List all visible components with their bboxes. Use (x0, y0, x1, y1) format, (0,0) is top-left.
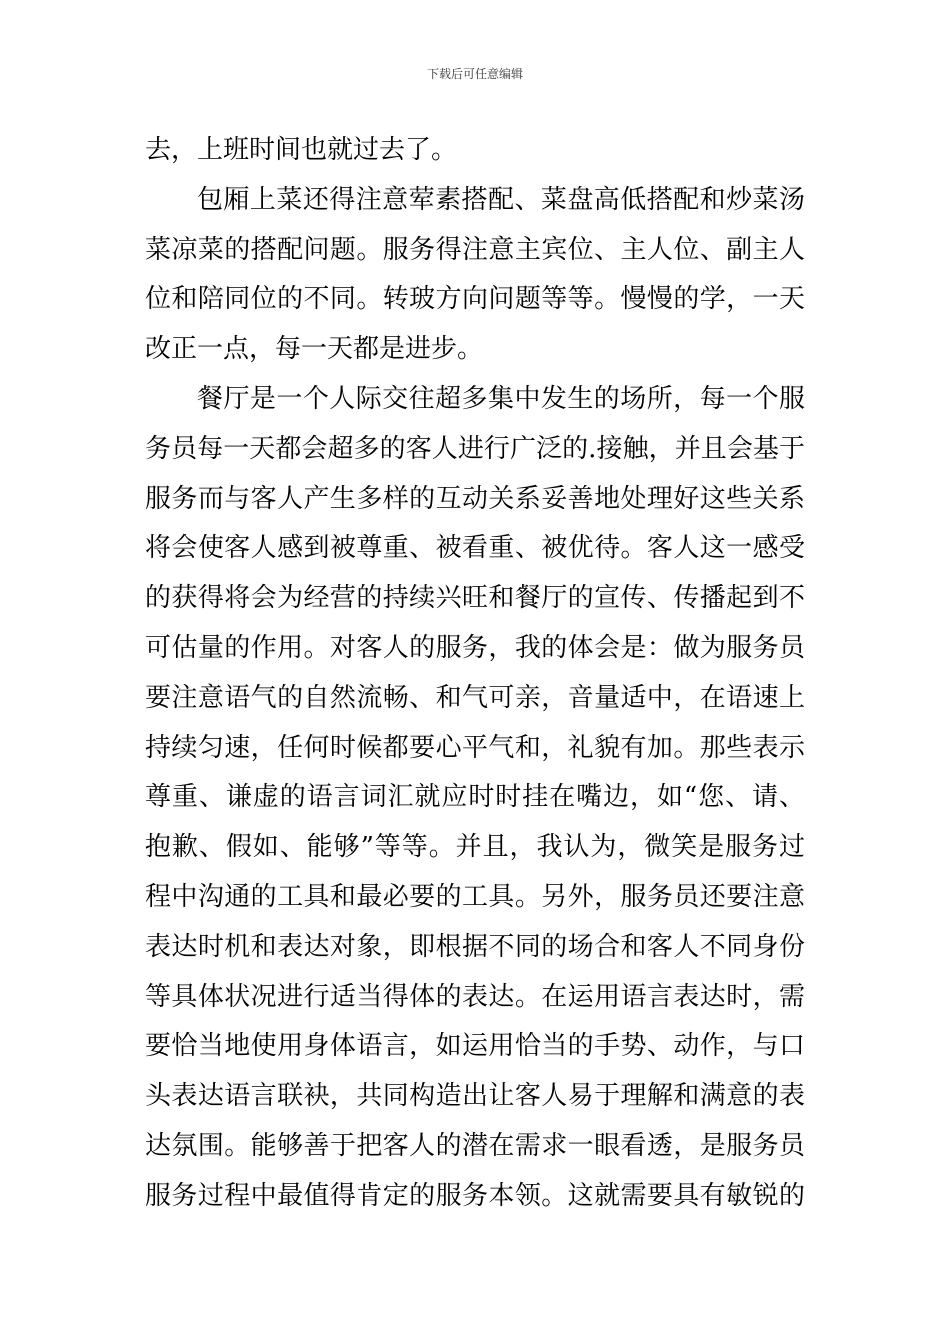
text-line: 的获得将会为经营的持续兴旺和餐厅的宣传、传播起到不 (145, 583, 805, 614)
text-line: 位和陪同位的不同。转玻方向问题等等。慢慢的学，一天 (145, 284, 805, 315)
page-header: 下载后可任意编辑 (426, 67, 523, 81)
text-line: 服务过程中最值得肯定的服务本领。这就需要具有敏锐的 (145, 1180, 805, 1211)
text-line: 去，上班时间也就过去了。 (145, 135, 458, 165)
text-line: 菜凉菜的搭配问题。服务得注意主宾位、主人位、副主人 (145, 234, 805, 265)
text-line: 表达时机和表达对象，即根据不同的场合和客人不同身份 (145, 931, 805, 962)
text-line: 改正一点，每一天都是进步。 (145, 334, 484, 365)
text-line: 头表达语言联袂，共同构造出让客人易于理解和满意的表 (145, 1081, 805, 1112)
text-line: 等具体状况进行适当得体的表达。在运用语言表达时，需 (145, 981, 805, 1012)
text-line: 持续匀速，任何时候都要心平气和，礼貌有加。那些表示 (145, 732, 805, 763)
text-line: 服务而与客人产生多样的互动关系妥善地处理好这些关系 (145, 483, 805, 514)
text-line: 尊重、谦虚的语言词汇就应时时挂在嘴边，如“您、请、 (145, 782, 805, 813)
text-line: 务员每一天都会超多的客人进行广泛的.接触，并且会基于 (145, 433, 805, 464)
text-line: 程中沟通的工具和最必要的工具。另外，服务员还要注意 (145, 881, 805, 912)
text-line: 抱歉、假如、能够”等等。并且，我认为，微笑是服务过 (145, 832, 805, 863)
text-line: 要恰当地使用身体语言，如运用恰当的手势、动作，与口 (145, 1031, 805, 1062)
text-line: 餐厅是一个人际交往超多集中发生的场所，每一个服 (197, 383, 805, 414)
text-line: 可估量的作用。对客人的服务，我的体会是：做为服务员 (145, 632, 805, 663)
text-line: 包厢上菜还得注意荤素搭配、菜盘高低搭配和炒菜汤 (197, 184, 805, 215)
document-body (145, 126, 805, 1222)
text-line: 要注意语气的自然流畅、和气可亲，音量适中，在语速上 (145, 682, 805, 713)
text-line: 将会使客人感到被尊重、被看重、被优待。客人这一感受 (145, 533, 805, 564)
text-line: 达氛围。能够善于把客人的潜在需求一眼看透，是服务员 (145, 1130, 805, 1161)
